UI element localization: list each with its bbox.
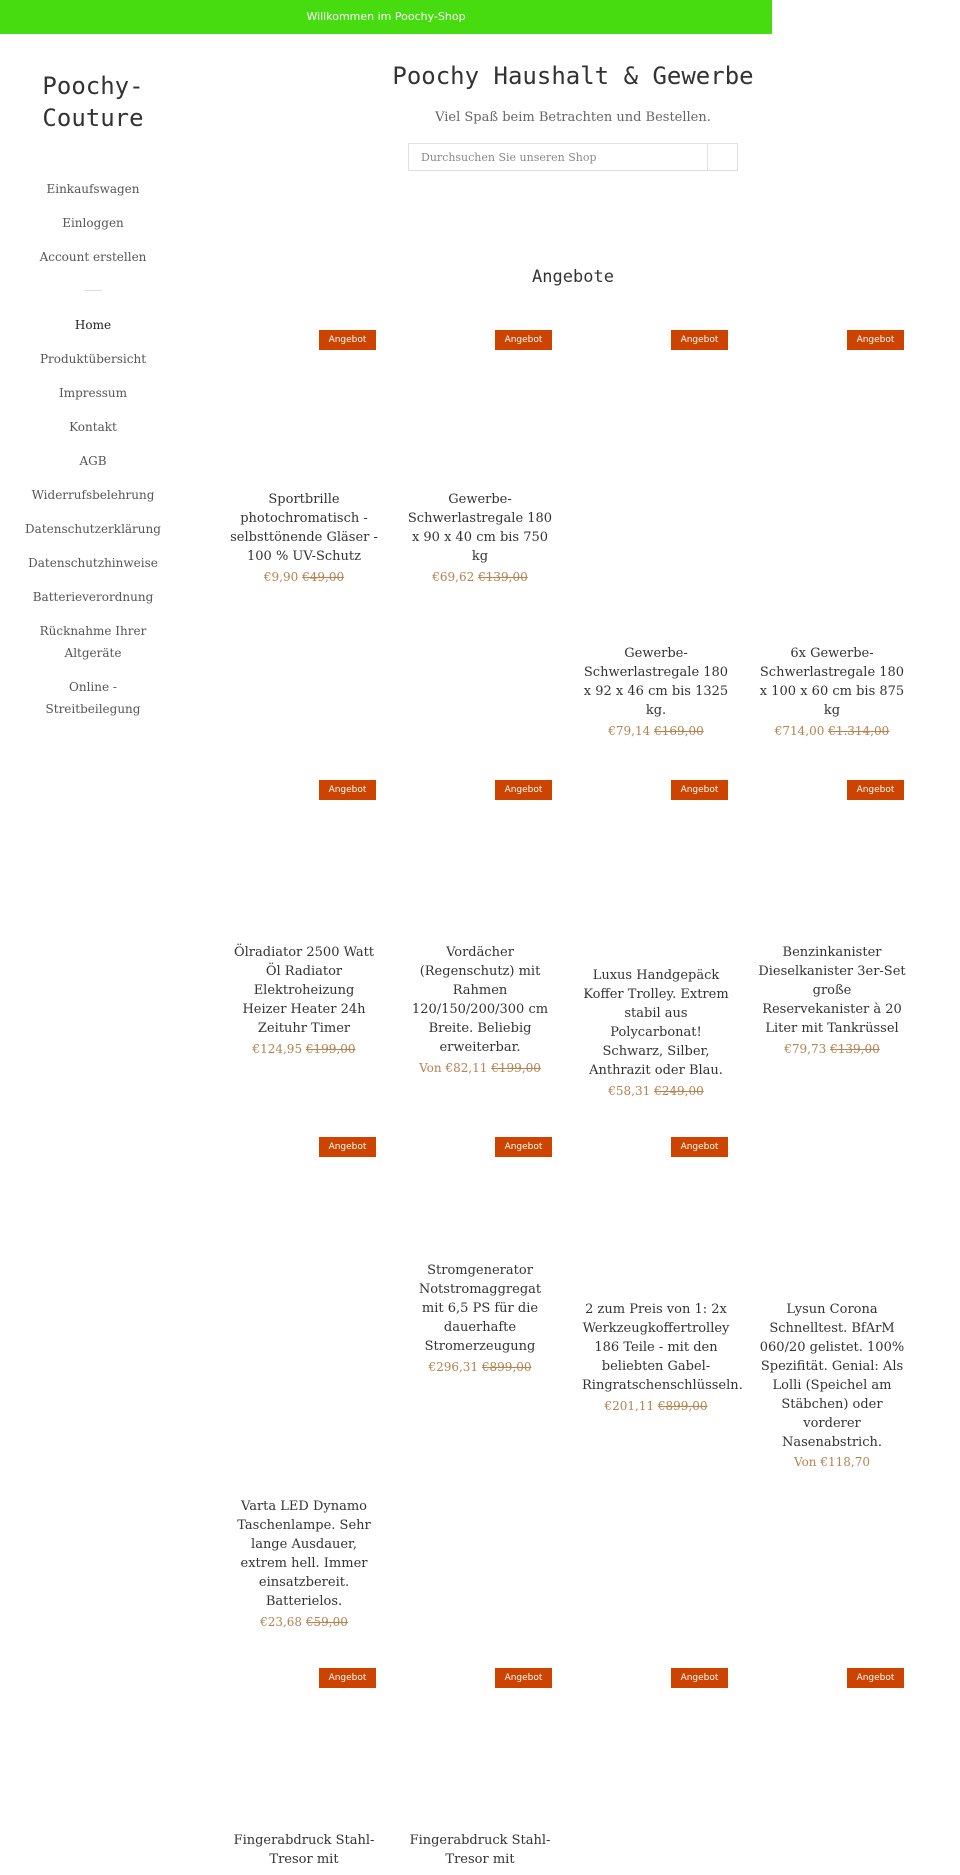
sidebar-item-products[interactable]: Produktübersicht: [39, 352, 147, 366]
product-price: [228, 1042, 380, 1056]
sidebar-item-impressum[interactable]: Impressum: [58, 386, 128, 400]
product-price: [580, 1084, 732, 1098]
sale-badge: Angebot: [319, 1137, 376, 1157]
product-title[interactable]: Lysun Corona Schnelltest. BfArM 060/20 gelistet. 100% Spezifität. Genial: Als Lolli (Speichel am Stäbchen) oder vorderer Nasenabstrich.: [759, 1302, 905, 1450]
price-current: €201,11: [604, 1399, 655, 1413]
sidebar-item-cart[interactable]: Einkaufswagen: [46, 182, 140, 196]
product-card-6[interactable]: [404, 780, 564, 1080]
price-old: €139,00: [830, 1042, 880, 1056]
product-title[interactable]: Benzinkanister Dieselkanister 3er-Set große Reservekanister à 20 Liter mit Tankrüssel: [758, 945, 906, 1036]
sale-badge: Angebot: [847, 330, 904, 350]
product-card-11[interactable]: [580, 1137, 743, 1417]
product-card-14[interactable]: [404, 1668, 564, 1868]
product-price: [404, 1061, 556, 1075]
sidebar-item-contact[interactable]: Kontakt: [69, 420, 117, 434]
sidebar-item-dispute-resolution[interactable]: Online - Streitbeilegung: [45, 680, 141, 716]
section-title: Angebote: [532, 267, 614, 287]
logo-line-1: Poochy-: [42, 72, 144, 100]
price-old: €169,00: [654, 724, 704, 738]
price-old: €199,00: [305, 1042, 356, 1056]
sidebar-item-battery-regulation[interactable]: Batterieverordnung: [32, 590, 154, 604]
product-price: [580, 1399, 732, 1413]
sidebar-item-create-account[interactable]: Account erstellen: [39, 250, 147, 264]
product-price: [404, 1360, 556, 1374]
product-price: [756, 1042, 908, 1056]
product-card-9[interactable]: [228, 1137, 388, 1627]
product-card-1[interactable]: [228, 330, 388, 590]
sidebar-item-agb[interactable]: AGB: [79, 454, 107, 468]
price-current: €82,11: [445, 1061, 488, 1075]
product-card-15[interactable]: [580, 1668, 740, 1868]
price-current: €714,00: [774, 724, 825, 738]
product-card-5[interactable]: [228, 780, 388, 1080]
product-title[interactable]: Stromgenerator Notstromaggregat mit 6,5 PS für die dauerhafte Stromerzeugung: [418, 1263, 542, 1354]
price-prefix: Von: [419, 1061, 442, 1075]
sale-badge: Angebot: [847, 780, 904, 800]
sidebar-item-home[interactable]: Home: [74, 318, 112, 332]
product-title[interactable]: Gewerbe-Schwerlastregale 180 x 90 x 40 cm bis 750 kg: [407, 492, 553, 564]
price-current: €9,90: [263, 570, 299, 584]
price-prefix: Von: [794, 1455, 817, 1469]
price-current: €124,95: [252, 1042, 303, 1056]
sale-badge: Angebot: [671, 330, 728, 350]
price-old: €59,00: [305, 1615, 348, 1629]
price-current: €118,70: [820, 1455, 870, 1469]
sale-badge: Angebot: [671, 780, 728, 800]
welcome-banner: Willkommen im Poochy-Shop: [0, 0, 772, 34]
product-card-3[interactable]: [580, 330, 740, 740]
product-price: [228, 570, 380, 584]
page-title: Poochy Haushalt & Gewerbe: [392, 62, 754, 90]
sale-badge: Angebot: [319, 780, 376, 800]
search-input[interactable]: [409, 144, 707, 170]
search-button[interactable]: [707, 144, 737, 170]
price-old: €49,00: [302, 570, 345, 584]
logo-line-2: Couture: [42, 104, 144, 132]
sidebar-item-privacy-policy[interactable]: Datenschutzerklärung: [25, 522, 161, 536]
product-title[interactable]: Ölradiator 2500 Watt Öl Radiator Elektroheizung Heizer Heater 24h Zeituhr Timer: [233, 945, 375, 1036]
sale-badge: Angebot: [495, 1137, 552, 1157]
sale-badge: Angebot: [847, 1668, 904, 1688]
product-title[interactable]: Fingerabdruck Stahl-Tresor mit: [409, 1833, 551, 1867]
sale-badge: Angebot: [671, 1137, 728, 1157]
price-current: €23,68: [260, 1615, 303, 1629]
product-card-7[interactable]: [580, 780, 740, 1100]
price-current: €58,31: [608, 1084, 651, 1098]
site-logo[interactable]: [30, 70, 156, 134]
product-title[interactable]: Fingerabdruck Stahl-Tresor mit: [233, 1833, 375, 1867]
price-old: €249,00: [654, 1084, 704, 1098]
sale-badge: Angebot: [319, 1668, 376, 1688]
price-current: €296,31: [428, 1360, 479, 1374]
sidebar-divider: [84, 290, 102, 291]
product-title[interactable]: Luxus Handgepäck Koffer Trolley. Extrem stabil aus Polycarbonat! Schwarz, Silber, Anthrazit oder Blau.: [583, 968, 729, 1078]
sale-badge: Angebot: [495, 1668, 552, 1688]
product-price: [580, 724, 732, 738]
sidebar-item-take-back[interactable]: Rücknahme Ihrer Altgeräte: [39, 624, 147, 660]
product-card-4[interactable]: [756, 330, 916, 740]
price-old: €899,00: [481, 1360, 532, 1374]
price-old: €1.314,00: [828, 724, 890, 738]
product-card-13[interactable]: [228, 1668, 388, 1868]
price-current: €79,14: [608, 724, 651, 738]
product-card-2[interactable]: [404, 330, 564, 590]
product-title[interactable]: Vordächer (Regenschutz) mit Rahmen 120/150/200/300 cm Breite. Beliebig erweiterbar.: [411, 945, 549, 1055]
sidebar-item-login[interactable]: Einloggen: [62, 216, 124, 230]
product-title[interactable]: Sportbrille photochromatisch - selbsttönende Gläser - 100 % UV-Schutz: [230, 492, 378, 564]
product-title[interactable]: Varta LED Dynamo Taschenlampe. Sehr lange Ausdauer, extrem hell. Immer einsatzbereit. Batterielos.: [237, 1499, 371, 1609]
product-price: [228, 1615, 380, 1629]
product-card-8[interactable]: [756, 780, 916, 1080]
price-old: €139,00: [478, 570, 528, 584]
product-card-10[interactable]: [404, 1137, 564, 1377]
price-current: €69,62: [432, 570, 475, 584]
product-card-16[interactable]: [756, 1668, 916, 1868]
sale-badge: Angebot: [495, 780, 552, 800]
product-card-12[interactable]: [756, 1137, 916, 1477]
product-title[interactable]: 2 zum Preis von 1: 2x Werkzeugkoffertrolley 186 Teile - mit den beliebten Gabel-Ringratschenschlüsseln.: [582, 1302, 743, 1393]
sidebar-item-withdrawal[interactable]: Widerrufsbelehrung: [31, 488, 155, 502]
product-title[interactable]: 6x Gewerbe-Schwerlastregale 180 x 100 x 60 cm bis 875 kg: [759, 646, 905, 718]
product-price: [756, 724, 908, 738]
product-price: [404, 570, 556, 584]
page-subtitle: Viel Spaß beim Betrachten und Bestellen.: [435, 110, 711, 125]
price-old: €199,00: [491, 1061, 541, 1075]
price-old: €899,00: [657, 1399, 708, 1413]
price-current: €79,73: [784, 1042, 827, 1056]
product-title[interactable]: Gewerbe-Schwerlastregale 180 x 92 x 46 cm bis 1325 kg.: [583, 646, 729, 718]
sale-badge: Angebot: [671, 1668, 728, 1688]
sidebar-item-privacy-notes[interactable]: Datenschutzhinweise: [28, 556, 158, 570]
sale-badge: Angebot: [319, 330, 376, 350]
sale-badge: Angebot: [495, 330, 552, 350]
search-bar: [408, 143, 738, 171]
product-price: [756, 1455, 908, 1469]
